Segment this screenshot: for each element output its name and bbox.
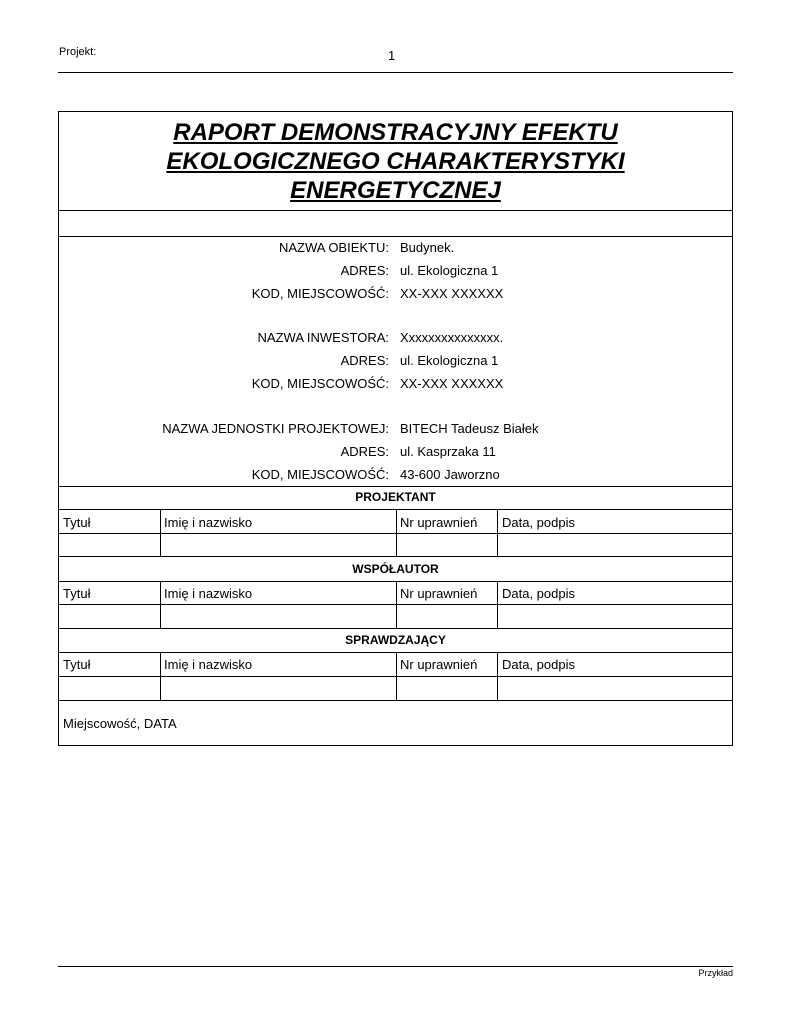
col-tytul: Tytuł <box>63 586 91 601</box>
col-divider <box>497 652 498 700</box>
investor-city-value: XX-XXX XXXXXX <box>400 376 504 391</box>
divider <box>59 628 732 629</box>
footer-rule <box>58 966 733 967</box>
header-rule <box>58 72 733 73</box>
projekt-label: Projekt: <box>59 46 97 58</box>
col-divider <box>396 509 397 556</box>
footer-label: Przykład <box>698 968 733 978</box>
design-unit-city-row <box>59 467 732 487</box>
col-imie: Imię i nazwisko <box>164 586 253 601</box>
design-unit-name-value: BITECH Tadeusz Białek <box>400 421 539 436</box>
report-title-line-1: RAPORT DEMONSTRACYJNY EFEKTU <box>173 119 618 146</box>
col-tytul: Tytuł <box>63 515 91 530</box>
col-tytul: Tytuł <box>63 657 91 672</box>
report-form <box>58 111 733 746</box>
investor-address-row <box>59 353 732 373</box>
object-city-label: KOD, MIEJSCOWOŚĆ: <box>251 286 389 301</box>
investor-address-value: ul. Ekologiczna 1 <box>400 353 499 368</box>
place-date: Miejscowość, DATA <box>63 716 177 731</box>
divider <box>59 556 732 557</box>
col-divider <box>396 652 397 700</box>
col-divider <box>160 581 161 628</box>
section-sprawdzajacy: SPRAWDZAJĄCY <box>345 633 446 647</box>
col-data: Data, podpis <box>502 657 575 672</box>
divider <box>59 700 732 701</box>
design-unit-city-label: KOD, MIEJSCOWOŚĆ: <box>251 467 389 482</box>
object-address-label: ADRES: <box>340 263 389 278</box>
col-data: Data, podpis <box>502 515 575 530</box>
object-city-row <box>59 286 732 306</box>
design-unit-address-value: ul. Kasprzaka 11 <box>400 444 496 459</box>
design-unit-address-row <box>59 444 732 464</box>
col-imie: Imię i nazwisko <box>164 515 253 530</box>
object-city-value: XX-XXX XXXXXX <box>400 286 504 301</box>
design-unit-address-label: ADRES: <box>340 444 389 459</box>
report-title <box>59 118 732 205</box>
investor-address-label: ADRES: <box>340 353 389 368</box>
col-nr: Nr uprawnień <box>400 657 478 672</box>
col-nr: Nr uprawnień <box>400 586 478 601</box>
object-name-value: Budynek. <box>400 240 455 255</box>
section-projektant: PROJEKTANT <box>355 490 436 504</box>
object-name-row <box>59 240 732 260</box>
design-unit-city-value: 43-600 Jaworzno <box>400 467 500 482</box>
investor-name-label: NAZWA INWESTORA: <box>257 330 389 345</box>
investor-city-label: KOD, MIEJSCOWOŚĆ: <box>251 376 389 391</box>
col-divider <box>497 509 498 556</box>
col-divider <box>160 652 161 700</box>
object-address-row <box>59 263 732 283</box>
report-title-line-2: EKOLOGICZNEGO CHARAKTERYSTYKI <box>166 148 625 175</box>
investor-name-row <box>59 330 732 350</box>
object-name-label: NAZWA OBIEKTU: <box>278 240 389 255</box>
col-divider <box>497 581 498 628</box>
col-imie: Imię i nazwisko <box>164 657 253 672</box>
section-wspolautor: WSPÓŁAUTOR <box>352 562 439 576</box>
divider <box>59 486 732 487</box>
page-number: 1 <box>388 48 396 63</box>
investor-name-value: Xxxxxxxxxxxxxxx. <box>400 330 504 345</box>
col-data: Data, podpis <box>502 586 575 601</box>
divider <box>59 210 732 211</box>
col-nr: Nr uprawnień <box>400 515 478 530</box>
report-title-line-3: ENERGETYCZNEJ <box>290 177 501 204</box>
investor-city-row <box>59 376 732 396</box>
design-unit-name-label: NAZWA JEDNOSTKI PROJEKTOWEJ: <box>162 421 389 436</box>
divider <box>59 236 732 237</box>
design-unit-name-row <box>59 421 732 441</box>
col-divider <box>396 581 397 628</box>
col-divider <box>160 509 161 556</box>
object-address-value: ul. Ekologiczna 1 <box>400 263 499 278</box>
